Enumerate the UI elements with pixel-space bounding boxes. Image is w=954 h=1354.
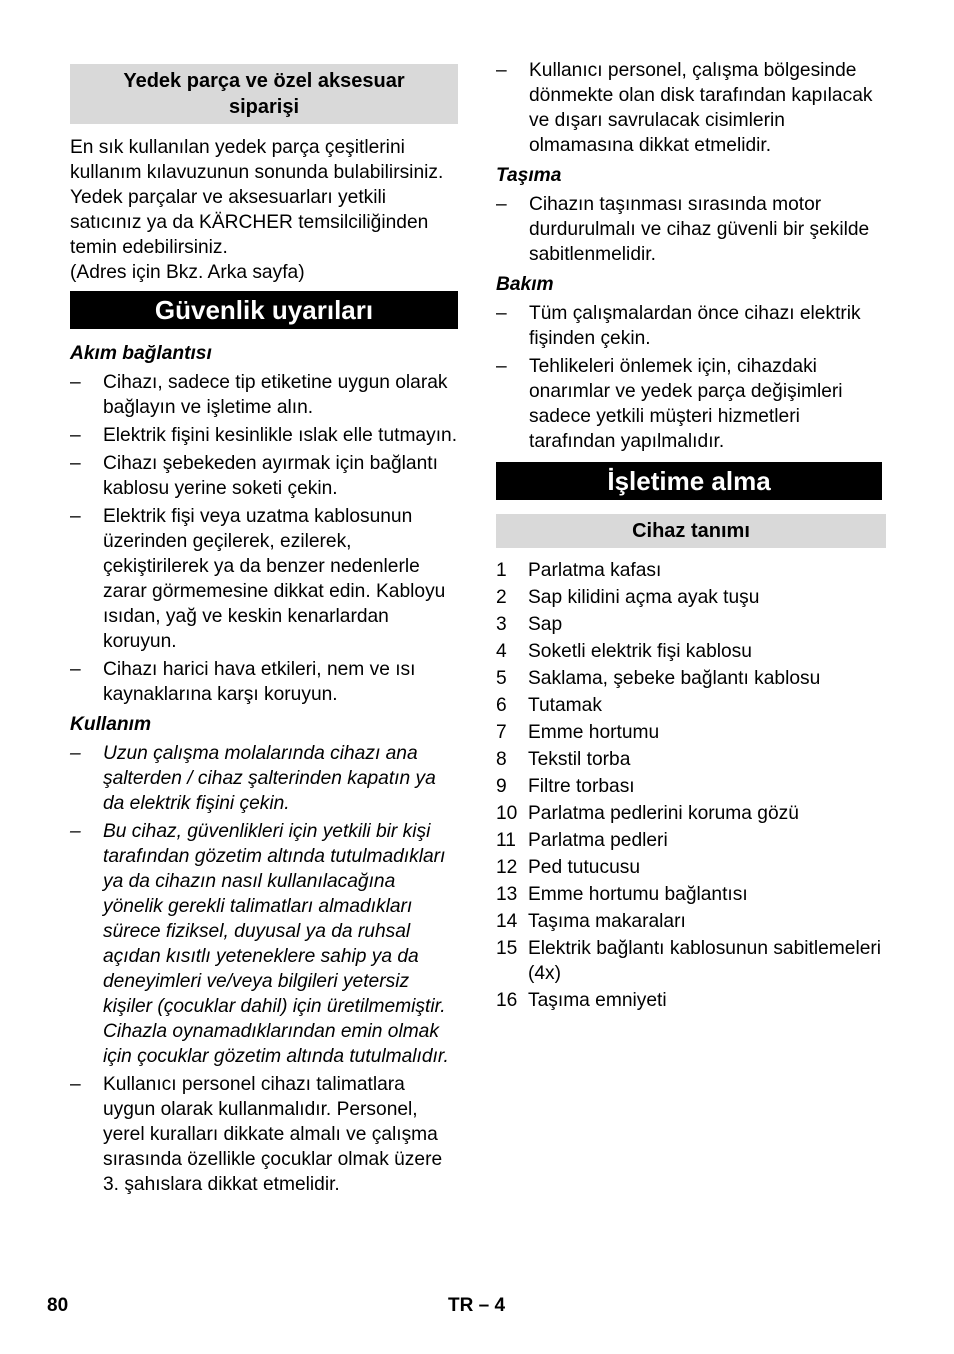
maintenance-list xyxy=(496,301,886,454)
part-number: 10 xyxy=(496,803,518,824)
part-number: 1 xyxy=(496,560,507,581)
order-text xyxy=(70,135,458,285)
order-paragraph: En sık kullanılan yedek parça çeşitlerini kullanım kılavuzunun sonunda bulabilirsiniz. xyxy=(70,137,444,183)
part-label: Tutamak xyxy=(528,695,602,716)
part-number: 3 xyxy=(496,614,507,635)
part-number: 11 xyxy=(496,830,516,851)
page-number: 80 xyxy=(47,1295,69,1316)
part-label: Filtre torbası xyxy=(528,776,635,797)
list-item: – Bu cihaz, güvenlikleri için yetkili bir kişi tarafından gözetim altında tutulmadıkları ya da cihazın nasıl kullanılacağına yönelik gerekli talimatları almadıkları sürece fiziksel, duyusal ya da ruhsal açıdan kısıtlı yeteneklere sahip ya da deneyimleri ve/veya bilgileri yetersiz kişiler (çocuklar dahil) için üretilmemiştir. Cihazla oynamadıklarından emin olmak için çocuklar gözetim altında tutulmalıdır. xyxy=(70,819,458,1069)
list-item xyxy=(496,988,886,1013)
list-item xyxy=(496,666,886,691)
use-list-continued xyxy=(496,58,886,158)
language-page-label: TR – 4 xyxy=(448,1295,506,1316)
list-item xyxy=(496,558,886,583)
part-number: 7 xyxy=(496,722,507,743)
power-subhead: Akım bağlantısı xyxy=(70,343,212,364)
list-item xyxy=(496,882,886,907)
part-label: Elektrik bağlantı kablosunun sabitlemeleri (4x) xyxy=(528,938,882,984)
part-label: Sap xyxy=(528,614,563,635)
part-number: 5 xyxy=(496,668,507,689)
transport-list xyxy=(496,192,886,267)
part-label: Parlatma pedlerini koruma gözü xyxy=(528,803,799,824)
list-item: – Elektrik fişini kesinlikle ıslak elle tutmayın. xyxy=(70,423,458,448)
right-column xyxy=(496,58,886,1013)
list-item xyxy=(496,612,886,637)
device-heading: Cihaz tanımı xyxy=(496,514,886,548)
part-number: 8 xyxy=(496,749,507,770)
list-item: – Kullanıcı personel cihazı talimatlara uygun olarak kullanmalıdır. Personel, yerel kuralları dikkate almalı ve çalışma sırasında özellikle çocuklar olmak üzere 3. şahıslara dikkat etmelidir. xyxy=(70,1072,458,1197)
list-item: – Cihazın taşınması sırasında motor durdurulmalı ve cihaz güvenli bir şekilde sabitlenmelidir. xyxy=(496,192,886,267)
part-number: 14 xyxy=(496,911,518,932)
list-item xyxy=(496,693,886,718)
part-number: 16 xyxy=(496,990,518,1011)
order-paragraph: Yedek parçalar ve aksesuarları yetkili satıcınız ya da KÄRCHER temsilciliğinden temin edebilirsiniz. xyxy=(70,187,429,258)
order-heading: Yedek parça ve özel aksesuar siparişi xyxy=(70,64,458,124)
maintenance-subhead: Bakım xyxy=(496,274,554,295)
part-number: 2 xyxy=(496,587,507,608)
list-item: – Uzun çalışma molalarında cihazı ana şalterden / cihaz şalterinden kapatın ya da elektrik fişini çekin. xyxy=(70,741,458,816)
part-label: Ped tutucusu xyxy=(528,857,641,878)
list-item: – Tüm çalışmalardan önce cihazı elektrik fişinden çekin. xyxy=(496,301,886,351)
list-item: – Elektrik fişi veya uzatma kablosunun üzerinden geçilerek, ezilerek, çekiştirilerek ya da benzer nedenlerle zarar görmemesine dikkat edin. Kabloyu ısıdan, yağ ve keskin kenarlardan koruyun. xyxy=(70,504,458,654)
part-label: Emme hortumu xyxy=(528,722,660,743)
list-item xyxy=(496,774,886,799)
list-item xyxy=(496,909,886,934)
part-label: Emme hortumu bağlantısı xyxy=(528,884,748,905)
part-number: 15 xyxy=(496,938,518,959)
list-item: – Kullanıcı personel, çalışma bölgesinde dönmekte olan disk tarafından kapılacak ve dışarı savrulacak cisimlerin olmamasına dikkat etmelidir. xyxy=(496,58,886,158)
list-item xyxy=(496,639,886,664)
list-item xyxy=(496,855,886,880)
part-number: 9 xyxy=(496,776,507,797)
use-subhead: Kullanım xyxy=(70,714,152,735)
part-label: Tekstil torba xyxy=(528,749,631,770)
part-number: 4 xyxy=(496,641,507,662)
list-item: – Cihazı, sadece tip etiketine uygun olarak bağlayın ve işletime alın. xyxy=(70,370,458,420)
list-item: – Cihazı harici hava etkileri, nem ve ısı kaynaklarına karşı koruyun. xyxy=(70,657,458,707)
part-number: 6 xyxy=(496,695,507,716)
startup-heading: İşletime alma xyxy=(496,462,882,500)
list-item xyxy=(496,747,886,772)
part-label: Sap kilidini açma ayak tuşu xyxy=(528,587,760,608)
part-label: Soketli elektrik fişi kablosu xyxy=(528,641,752,662)
list-item: – Cihazı şebekeden ayırmak için bağlantı kablosu yerine soketi çekin. xyxy=(70,451,458,501)
part-label: Saklama, şebeke bağlantı kablosu xyxy=(528,668,821,689)
safety-heading: Güvenlik uyarıları xyxy=(70,291,458,329)
part-label: Parlatma kafası xyxy=(528,560,662,581)
list-item: – Tehlikeleri önlemek için, cihazdaki onarımlar ve yedek parça değişimleri sadece yetkili müşteri hizmetleri tarafından yapılmalıdır. xyxy=(496,354,886,454)
part-label: Taşıma emniyeti xyxy=(528,990,667,1011)
part-number: 12 xyxy=(496,857,518,878)
transport-subhead: Taşıma xyxy=(496,165,562,186)
list-item xyxy=(496,936,886,986)
part-label: Parlatma pedleri xyxy=(528,830,668,851)
part-label: Taşıma makaraları xyxy=(528,911,686,932)
parts-list xyxy=(496,558,886,1013)
list-item xyxy=(496,585,886,610)
list-item xyxy=(496,801,886,826)
list-item xyxy=(496,720,886,745)
use-list xyxy=(70,741,458,1197)
part-number: 13 xyxy=(496,884,518,905)
power-list xyxy=(70,370,458,707)
left-column xyxy=(70,58,458,1197)
order-paragraph: (Adres için Bkz. Arka sayfa) xyxy=(70,262,305,283)
list-item xyxy=(496,828,886,853)
